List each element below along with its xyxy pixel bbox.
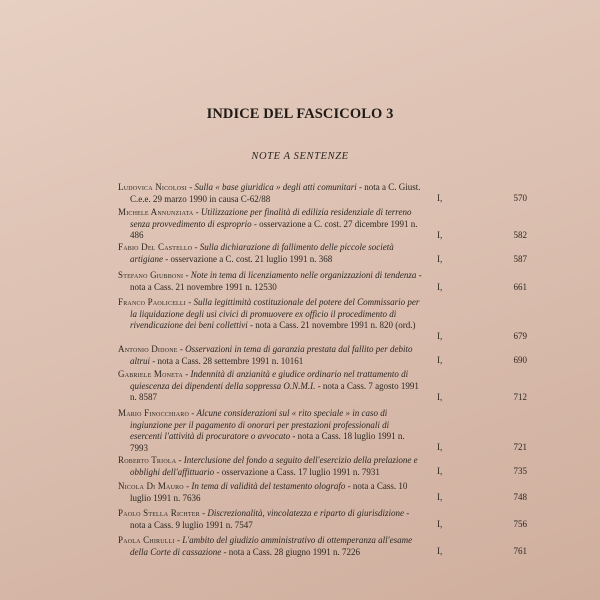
entry-volume: I, — [437, 466, 443, 476]
entry-citation: nota a Cass. 21 novembre 1991 n. 820 (ord.) — [255, 320, 416, 330]
entry-author: Roberto Triola — [118, 455, 177, 465]
entry-volume: I, — [437, 546, 443, 556]
section-heading: NOTE A SENTENZE — [251, 151, 349, 162]
entry-title: Osservazioni in tema di garanzia prestata dal fallito per debito altrui — [130, 344, 413, 366]
list-item: Paolo Stella Richter - Discrezionalità, vincolatezza e riparto di giurisdizione - nota a Cass. 9 luglio 1991 n. 7547 — [118, 508, 410, 530]
list-item: Fabio Del Castello - Sulla dichiarazione di fallimento delle piccole società artigiane - osservazione a C. cost. 21 luglio 1991 n. 368 — [118, 242, 394, 264]
list-item: Gabriele Moneta - Indennità di anzianità e giudice ordinario nel trattamento di quiescenza dei dipendenti della soppressa O.N.M.I. - nota a Cass. 7 agosto 1991 n. 8587 — [118, 369, 419, 402]
entry-volume: I, — [437, 331, 443, 341]
entry-volume: I, — [437, 355, 443, 365]
entry-citation: nota a Cass. 18 luglio 1991 n. 7993 — [130, 431, 405, 453]
list-item: Ludovica Nicolosi - Sulla « base giuridica » degli atti comunitari - nota a C. Giust. C.e.e. 29 marzo 1990 in causa C-62/88 — [118, 182, 421, 204]
entry-citation: nota a Cass. 7 agosto 1991 n. 8587 — [130, 380, 419, 402]
entry-page: 748 — [513, 492, 527, 502]
entry-page: 690 — [513, 355, 527, 365]
entry-volume: I, — [437, 193, 443, 203]
list-item: Roberto Triola - Interclusione del fondo a seguito dell'esercizio della prelazione e obblighi dell'affittuario - osservazione a Cass. 17 luglio 1991 n. 7931 — [118, 455, 418, 477]
entry-citation: nota a Cass. 28 giugno 1991 n. 7226 — [228, 546, 360, 557]
entry-author: Gabriele Moneta — [118, 369, 183, 379]
entry-page: 661 — [513, 282, 527, 292]
entry-volume: I, — [437, 282, 443, 292]
entry-title: Sulla legittimità costituzionale del potere del Commissario per la liquidazione degli usi civici di promuovere ex officio il procedimento di rivendicazione dei beni collettivi — [130, 297, 420, 330]
entry-citation: osservazione a C. cost. 27 dicembre 1991 n. 486 — [130, 218, 418, 240]
page-title: INDICE DEL FASCICOLO 3 — [206, 106, 394, 122]
entry-citation: nota a Cass. 9 luglio 1991 n. 7547 — [130, 519, 253, 530]
entry-author: Fabio Del Castello — [118, 242, 193, 252]
entry-volume: I, — [437, 442, 443, 452]
list-item: Michele Annunziata - Utilizzazione per finalità di edilizia residenziale di terreno senza provvedimento di esproprio - osservazione a C. cost. 27 dicembre 1991 n. 486 — [118, 207, 418, 240]
entry-citation: nota a Cass. 10 luglio 1991 n. 7636 — [130, 481, 408, 503]
list-item: Mario Finocchiaro - Alcune considerazioni sul « rito speciale » in caso di ingiunzione per il pagamento di onorari per prestazioni professionali di esercenti l'attività di procuratore o avvocato - nota a Cass. 18 luglio 1991 n. 7993 — [118, 408, 405, 453]
entry-page: 679 — [513, 331, 527, 341]
entry-title: Sulla dichiarazione di fallimento delle piccole società artigiane — [130, 242, 394, 264]
entry-volume: I, — [437, 492, 443, 502]
entry-author: Mario Finocchiaro — [118, 408, 189, 418]
entry-citation: osservazione a C. cost. 21 luglio 1991 n. 368 — [170, 253, 333, 264]
entry-volume: I, — [437, 392, 443, 402]
entry-title: Sulla « base giuridica » degli atti comunitari — [194, 182, 357, 192]
entry-title: Interclusione del fondo a seguito dell'esercizio della prelazione e obblighi dell'affittuario — [130, 455, 418, 477]
entry-author: Nicola Di Mauro — [118, 481, 184, 491]
entry-citation: osservazione a Cass. 17 luglio 1991 n. 7931 — [221, 466, 380, 477]
entry-title: Indennità di anzianità e giudice ordinario nel trattamento di quiescenza dei dipendenti della soppressa O.N.M.I. — [130, 369, 409, 391]
entry-title: Utilizzazione per finalità di edilizia residenziale di terreno senza provvedimento di esproprio — [130, 207, 412, 229]
entry-author: Stefano Giubboni — [118, 270, 184, 280]
entry-volume: I, — [437, 254, 443, 264]
entry-title: Note in tema di licenziamento nelle organizzazioni di tendenza — [190, 270, 417, 280]
entry-page: 756 — [513, 519, 527, 529]
entry-citation: nota a Cass. 28 settembre 1991 n. 10161 — [157, 355, 304, 366]
entry-author: Paolo Stella Richter — [118, 508, 200, 518]
entry-page: 582 — [513, 230, 527, 240]
list-item: Paola Chirulli - L'ambito del giudizio amministrativo di ottemperanza all'esame della Corte di cassazione - nota a Cass. 28 giugno 1991 n. 7226 — [118, 535, 413, 557]
list-item: Antonio Didone - Osservazioni in tema di garanzia prestata dal fallito per debito altrui - nota a Cass. 28 settembre 1991 n. 10161 — [118, 344, 413, 366]
entry-page: 735 — [513, 466, 527, 476]
entry-author: Ludovica Nicolosi — [118, 182, 187, 192]
entry-page: 587 — [513, 254, 527, 264]
entry-volume: I, — [437, 230, 443, 240]
entry-volume: I, — [437, 519, 443, 529]
entry-title: Discrezionalità, vincolatezza e riparto di giurisdizione — [207, 508, 405, 518]
entry-page: 570 — [513, 193, 527, 203]
entry-author: Antonio Didone — [118, 344, 178, 354]
entry-title: In tema di validità del testamento olografo — [191, 481, 346, 491]
entry-page: 721 — [513, 442, 527, 452]
entry-page: 761 — [513, 546, 527, 556]
entry-citation: nota a C. Giust. C.e.e. 29 marzo 1990 in causa C-62/88 — [130, 182, 421, 204]
entry-page: 712 — [513, 392, 527, 402]
entry-title: Alcune considerazioni sul « rito speciale » in caso di ingiunzione per il pagamento di onorari per prestazioni professionali di esercenti l'attività di procuratore o avvocato — [130, 408, 390, 441]
entry-author: Paola Chirulli — [118, 535, 175, 545]
entry-author: Franco Paolicelli — [118, 297, 186, 307]
list-item: Nicola Di Mauro - In tema di validità del testamento olografo - nota a Cass. 10 luglio 1991 n. 7636 — [118, 481, 408, 503]
entry-title: L'ambito del giudizio amministrativo di ottemperanza all'esame della Corte di cassazione — [130, 535, 413, 557]
list-item: Franco Paolicelli - Sulla legittimità costituzionale del potere del Commissario per la liquidazione degli usi civici di promuovere ex officio il procedimento di rivendicazione dei beni collettivi - nota a Cass. 21 novembre 1991 n. 820 (ord.) — [118, 297, 420, 330]
list-item: Stefano Giubboni - Note in tema di licenziamento nelle organizzazioni di tendenza - nota a Cass. 21 novembre 1991 n. 12530 — [118, 270, 422, 292]
entry-author: Michele Annunziata — [118, 207, 194, 217]
entry-citation: nota a Cass. 21 novembre 1991 n. 12530 — [130, 281, 277, 292]
